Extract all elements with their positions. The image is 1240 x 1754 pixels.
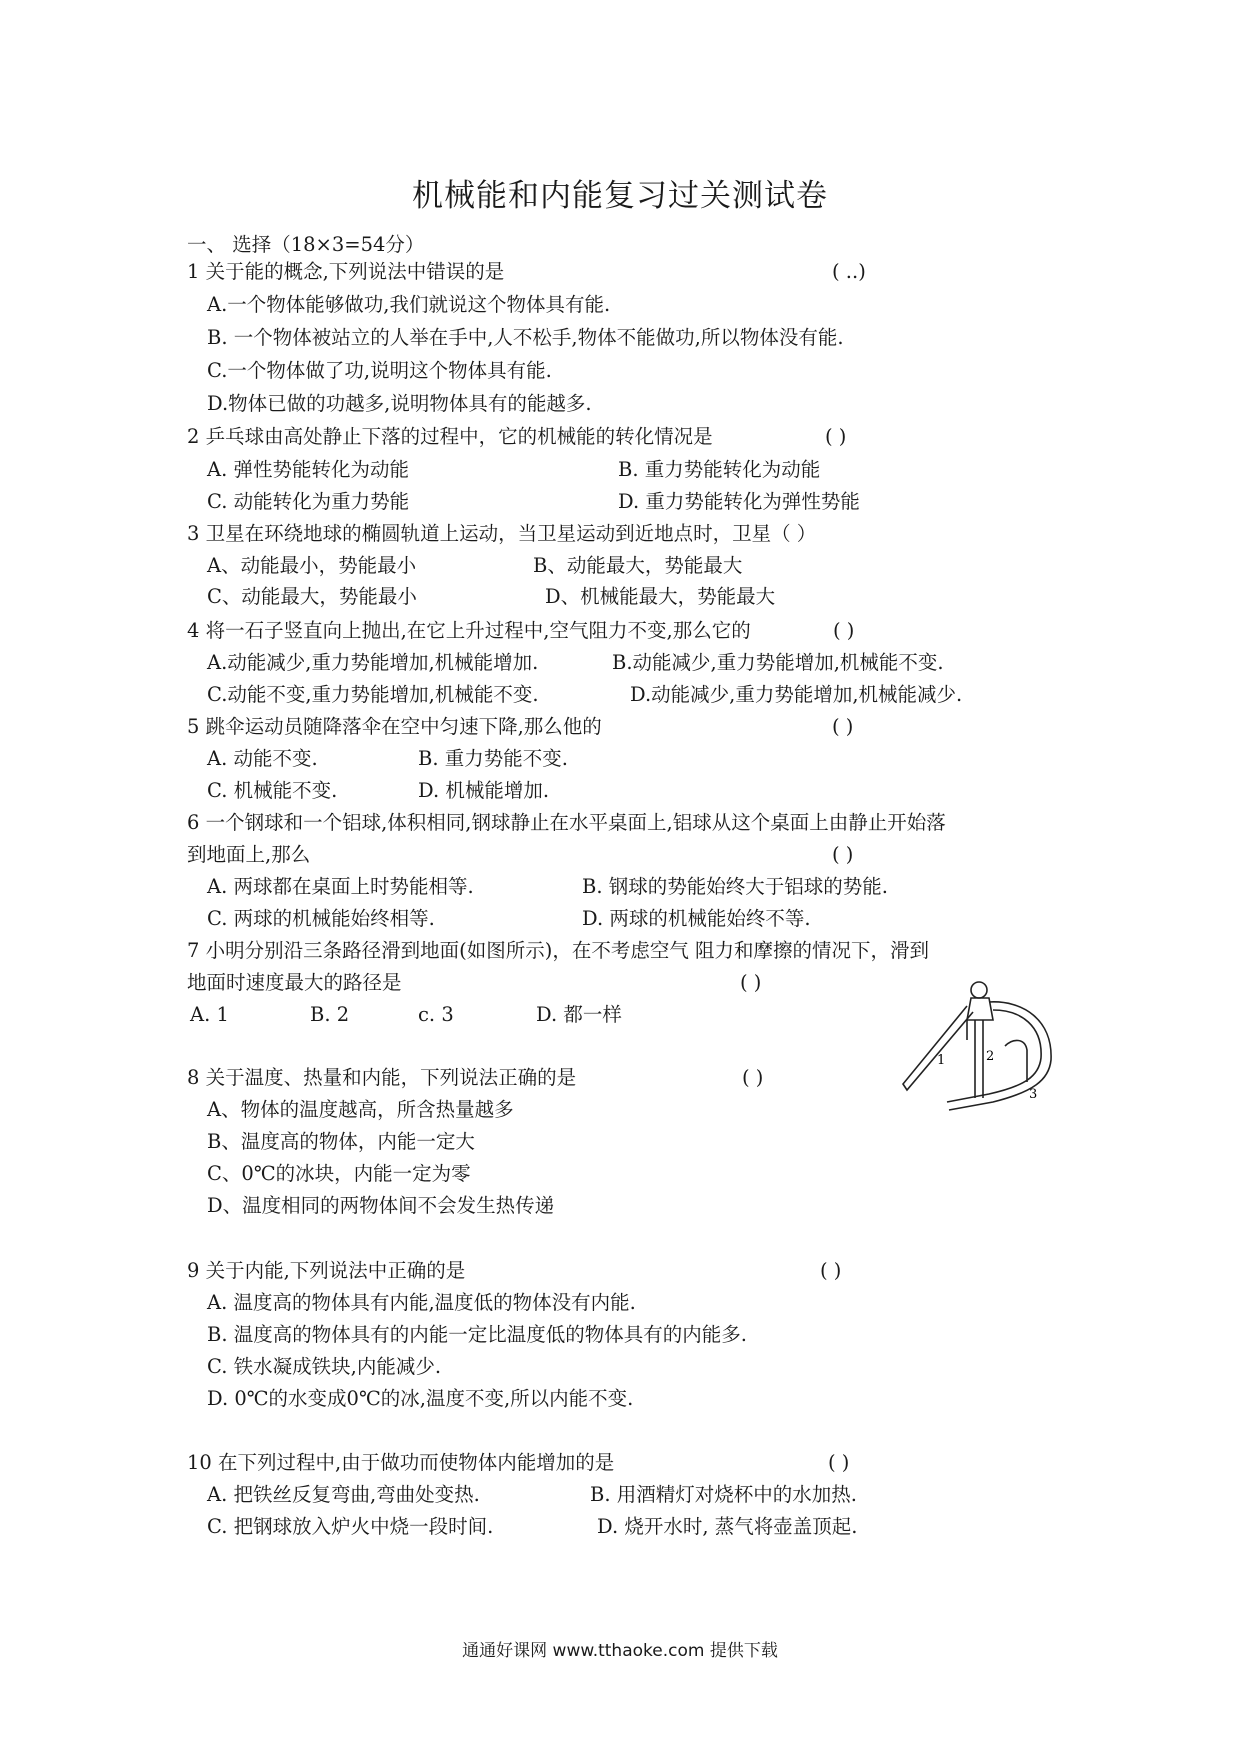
question-4-option-c: C.动能不变,重力势能增加,机械能不变. <box>207 683 539 706</box>
question-9-option-b: B. 温度高的物体具有的内能一定比温度低的物体具有的内能多. <box>207 1323 747 1346</box>
question-4-option-a: A.动能减少,重力势能增加,机械能增加. <box>207 651 539 674</box>
question-9-option-c: C. 铁水凝成铁块,内能减少. <box>207 1355 442 1378</box>
question-8-option-c: C、0℃的冰块，内能一定为零 <box>207 1162 471 1185</box>
question-9-answer-blank: ( ) <box>820 1259 842 1282</box>
question-10-option-a: A. 把铁丝反复弯曲,弯曲处变热. <box>207 1483 480 1506</box>
path-3-label: 3 <box>1029 1087 1038 1102</box>
question-3-option-b: B、动能最大，势能最大 <box>533 554 743 577</box>
question-2-option-a: A. 弹性势能转化为动能 <box>207 458 409 481</box>
question-3-option-a: A、动能最小，势能最小 <box>207 554 417 577</box>
question-9-stem: 9 关于内能,下列说法中正确的是 <box>187 1259 466 1282</box>
question-6-stem: 6 一个钢球和一个铝球,体积相同,钢球静止在水平桌面上,铝球从这个桌面上由静止开始落 <box>187 811 946 834</box>
question-7-option-a: A. 1 <box>190 1003 229 1026</box>
question-1-answer-blank: ( ..) <box>832 260 866 283</box>
question-6-option-c: C. 两球的机械能始终相等. <box>207 907 435 930</box>
question-7-option-d: D. 都一样 <box>536 1003 622 1026</box>
question-6-option-a: A. 两球都在桌面上时势能相等. <box>207 875 474 898</box>
page-footer: 通通好课网 www.tthaoke.com 提供下载 <box>462 1641 778 1661</box>
question-1-option-a: A.一个物体能够做功,我们就说这个物体具有能. <box>207 293 611 316</box>
question-8-option-d: D、温度相同的两物体间不会发生热传递 <box>207 1194 555 1217</box>
question-4-answer-blank: ( ) <box>833 619 855 642</box>
question-7-answer-blank: ( ) <box>740 971 762 994</box>
question-2-option-b: B. 重力势能转化为动能 <box>618 458 821 481</box>
question-5-answer-blank: ( ) <box>832 715 854 738</box>
question-7-stem-cont: 地面时速度最大的路径是 <box>187 971 402 994</box>
page-title: 机械能和内能复习过关测试卷 <box>412 178 828 214</box>
path-2-label: 2 <box>986 1049 995 1064</box>
path-1-label: 1 <box>937 1053 946 1068</box>
question-8-option-a: A、物体的温度越高，所含热量越多 <box>207 1098 514 1121</box>
question-10-option-d: D. 烧开水时, 蒸气将壶盖顶起. <box>597 1515 858 1538</box>
question-8-stem: 8 关于温度、热量和内能，下列说法正确的是 <box>187 1066 577 1089</box>
slide-paths-figure <box>893 980 1073 1116</box>
question-6-answer-blank: ( ) <box>832 843 854 866</box>
question-8-option-b: B、温度高的物体，内能一定大 <box>207 1130 475 1153</box>
path-1-slide <box>903 1006 973 1090</box>
question-6-option-d: D. 两球的机械能始终不等. <box>582 907 811 930</box>
question-5-option-b: B. 重力势能不变. <box>418 747 568 770</box>
question-5-option-c: C. 机械能不变. <box>207 779 338 802</box>
question-4-option-d: D.动能减少,重力势能增加,机械能减少. <box>630 683 963 706</box>
question-9-option-d: D. 0℃的水变成0℃的冰,温度不变,所以内能不变. <box>207 1387 634 1410</box>
child-head-shape <box>971 982 987 998</box>
question-5-stem: 5 跳伞运动员随降落伞在空中匀速下降,那么他的 <box>187 715 602 738</box>
question-10-answer-blank: ( ) <box>828 1451 850 1474</box>
question-1-option-c: C.一个物体做了功,说明这个物体具有能. <box>207 359 552 382</box>
question-3-option-d: D、机械能最大，势能最大 <box>545 585 776 608</box>
path-2-slide <box>975 1020 983 1098</box>
question-4-stem: 4 将一石子竖直向上抛出,在它上升过程中,空气阻力不变,那么它的 <box>187 619 751 642</box>
question-1-option-b: B. 一个物体被站立的人举在手中,人不松手,物体不能做功,所以物体没有能. <box>207 326 844 349</box>
question-3-option-c: C、动能最大，势能最小 <box>207 585 417 608</box>
question-7-option-c: c. 3 <box>418 1003 454 1026</box>
section-heading: 一、 选择（18×3=54分） <box>187 233 425 256</box>
question-7-stem: 7 小明分别沿三条路径滑到地面(如图所示)，在不考虑空气 阻力和摩擦的情况下，滑到 <box>187 939 930 962</box>
question-10-stem: 10 在下列过程中,由于做功而使物体内能增加的是 <box>187 1451 615 1474</box>
question-2-option-d: D. 重力势能转化为弹性势能 <box>618 490 860 513</box>
question-1-stem: 1 关于能的概念,下列说法中错误的是 <box>187 260 505 283</box>
question-6-stem-cont: 到地面上,那么 <box>187 843 311 866</box>
question-4-option-b: B.动能减少,重力势能增加,机械能不变. <box>612 651 944 674</box>
question-6-option-b: B. 钢球的势能始终大于铝球的势能. <box>582 875 888 898</box>
question-2-option-c: C. 动能转化为重力势能 <box>207 490 410 513</box>
question-2-answer-blank: ( ) <box>825 425 847 448</box>
question-7-option-b: B. 2 <box>310 1003 350 1026</box>
question-10-option-c: C. 把钢球放入炉火中烧一段时间. <box>207 1515 494 1538</box>
question-3-stem: 3 卫星在环绕地球的椭圆轨道上运动，当卫星运动到近地点时，卫星（ ） <box>187 522 817 545</box>
question-1-option-d: D.物体已做的功越多,说明物体具有的能越多. <box>207 392 592 415</box>
question-9-option-a: A. 温度高的物体具有内能,温度低的物体没有内能. <box>207 1291 636 1314</box>
question-10-option-b: B. 用酒精灯对烧杯中的水加热. <box>590 1483 857 1506</box>
question-8-answer-blank: ( ) <box>742 1066 764 1089</box>
question-5-option-a: A. 动能不变. <box>207 747 318 770</box>
question-5-option-d: D. 机械能增加. <box>418 779 550 802</box>
question-2-stem: 2 乒乓球由高处静止下落的过程中，它的机械能的转化情况是 <box>187 425 713 448</box>
